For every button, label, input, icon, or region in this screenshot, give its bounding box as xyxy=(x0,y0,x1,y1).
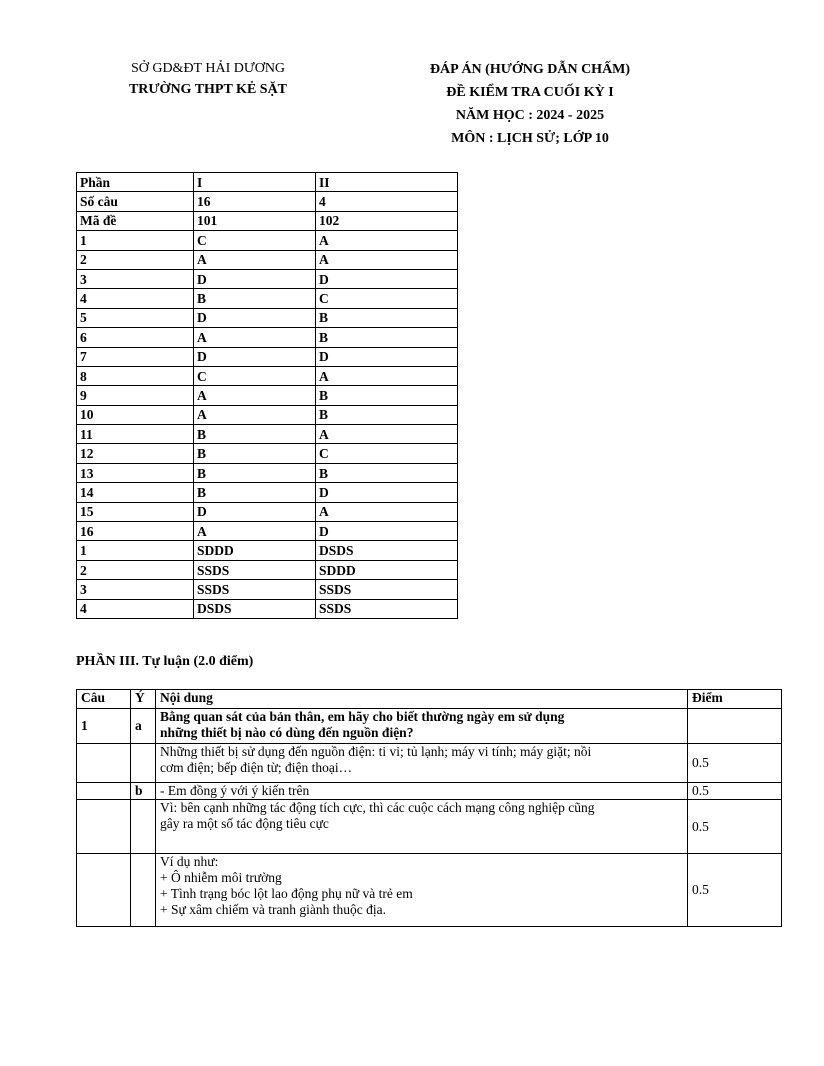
answer-row xyxy=(77,463,458,482)
question-line: những thiết bị nào có dùng đến nguồn điện? xyxy=(160,725,414,740)
answer-line: gây ra một số tác động tiêu cực xyxy=(160,816,329,831)
answer-cell: D xyxy=(194,269,316,288)
answer-row xyxy=(77,405,458,424)
answer-row xyxy=(77,425,458,444)
answer-row-label: 5 xyxy=(77,308,194,327)
answer-cell: B xyxy=(194,289,316,308)
header-cau: Câu xyxy=(77,690,131,709)
question-text xyxy=(156,709,688,744)
essay-row xyxy=(77,709,782,744)
answer-row xyxy=(77,289,458,308)
empty-cell xyxy=(77,783,131,800)
empty-cell xyxy=(131,800,156,854)
cau-number: 1 xyxy=(77,709,131,744)
answer-cell: A xyxy=(316,425,458,444)
answer-cell: D xyxy=(194,308,316,327)
school-header xyxy=(88,58,328,100)
answer-cell: B xyxy=(316,405,458,424)
y-label: a xyxy=(131,709,156,744)
answer-cell: B xyxy=(194,483,316,502)
score: 0.5 xyxy=(688,800,782,854)
answer-cell: SSDS xyxy=(194,580,316,599)
empty-cell xyxy=(77,854,131,927)
answer-row xyxy=(77,444,458,463)
answer-row xyxy=(77,328,458,347)
answer-cell: I xyxy=(194,173,316,192)
empty-cell xyxy=(688,709,782,744)
answer-cell: B xyxy=(316,328,458,347)
answer-cell: A xyxy=(316,250,458,269)
answer-line: Vì: bên cạnh những tác động tích cực, thì các cuộc cách mạng công nghiệp cũng xyxy=(160,800,595,815)
answer-cell: A xyxy=(194,522,316,541)
answer-cell: B xyxy=(194,463,316,482)
answer-row xyxy=(77,386,458,405)
header-y: Ý xyxy=(131,690,156,709)
answer-row-label: Mã đề xyxy=(77,211,194,230)
part3-heading: PHẦN III. Tự luận (2.0 điểm) xyxy=(76,654,254,669)
answer-row xyxy=(77,192,458,211)
answer-cell: A xyxy=(194,250,316,269)
empty-cell xyxy=(77,800,131,854)
answer-row-label: Số câu xyxy=(77,192,194,211)
answer-row-label: 12 xyxy=(77,444,194,463)
answer-row xyxy=(77,231,458,250)
y-label: b xyxy=(131,783,156,800)
answer-row-label: 14 xyxy=(77,483,194,502)
answer-line: Những thiết bị sử dụng đến nguồn điện: ti vi; tủ lạnh; máy vi tính; máy giặt; nồi xyxy=(160,744,592,759)
answer-row xyxy=(77,560,458,579)
answer-text xyxy=(156,800,688,854)
essay-row xyxy=(77,783,782,800)
answer-cell: 102 xyxy=(316,211,458,230)
school-name: TRƯỜNG THPT KẺ SẶT xyxy=(128,82,288,97)
document-title: ĐÁP ÁN (HƯỚNG DẪN CHẤM) xyxy=(429,62,631,77)
answer-cell: A xyxy=(194,405,316,424)
essay-row xyxy=(77,744,782,783)
answer-text: - Em đồng ý với ý kiến trên xyxy=(156,783,688,800)
answer-row xyxy=(77,580,458,599)
document-title-block xyxy=(395,58,665,150)
answer-cell: C xyxy=(194,231,316,250)
empty-cell xyxy=(131,744,156,783)
answer-cell: A xyxy=(194,328,316,347)
answer-cell: SDDD xyxy=(194,541,316,560)
answer-row-label: 10 xyxy=(77,405,194,424)
answer-cell: 16 xyxy=(194,192,316,211)
answer-row xyxy=(77,522,458,541)
answer-cell: 101 xyxy=(194,211,316,230)
answer-row-label: 6 xyxy=(77,328,194,347)
answer-cell: DSDS xyxy=(194,599,316,618)
subject-grade: MÔN : LỊCH SỬ; LỚP 10 xyxy=(451,131,609,146)
answer-cell: D xyxy=(316,269,458,288)
answer-row xyxy=(77,502,458,521)
school-year: NĂM HỌC : 2024 - 2025 xyxy=(455,108,605,123)
score: 0.5 xyxy=(688,854,782,927)
essay-header-row xyxy=(77,690,782,709)
answer-cell: D xyxy=(316,522,458,541)
department-name: SỞ GD&ĐT HẢI DƯƠNG xyxy=(130,61,286,76)
answer-row xyxy=(77,269,458,288)
answer-text xyxy=(156,744,688,783)
answer-cell: B xyxy=(194,444,316,463)
question-line: Bằng quan sát của bản thân, em hãy cho biết thường ngày em sử dụng xyxy=(160,709,565,724)
answer-line: cơm điện; bếp điện từ; điện thoại… xyxy=(160,760,353,775)
answer-row-label: 11 xyxy=(77,425,194,444)
answer-row-label: 13 xyxy=(77,463,194,482)
answer-row-label: 2 xyxy=(77,250,194,269)
answer-cell: SSDS xyxy=(194,560,316,579)
answer-line: + Ô nhiễm môi trường xyxy=(160,870,282,885)
answer-row-label: 7 xyxy=(77,347,194,366)
answer-row xyxy=(77,541,458,560)
answer-line: Ví dụ như: xyxy=(160,854,219,869)
answer-row-label: 1 xyxy=(77,231,194,250)
answer-cell: A xyxy=(316,231,458,250)
score: 0.5 xyxy=(688,744,782,783)
answer-row xyxy=(77,250,458,269)
answer-row-label: 15 xyxy=(77,502,194,521)
answer-cell: SSDS xyxy=(316,580,458,599)
answer-row xyxy=(77,173,458,192)
answer-cell: A xyxy=(316,502,458,521)
answer-row-label: 8 xyxy=(77,366,194,385)
answer-cell: C xyxy=(194,366,316,385)
answer-key-table xyxy=(76,172,458,619)
answer-cell: 4 xyxy=(316,192,458,211)
answer-row xyxy=(77,366,458,385)
answer-cell: D xyxy=(194,347,316,366)
answer-cell: D xyxy=(194,502,316,521)
answer-row-label: 2 xyxy=(77,560,194,579)
answer-row xyxy=(77,483,458,502)
answer-row-label: 1 xyxy=(77,541,194,560)
answer-row-label: 3 xyxy=(77,269,194,288)
answer-cell: B xyxy=(194,425,316,444)
answer-row-label: Phần xyxy=(77,173,194,192)
answer-cell: II xyxy=(316,173,458,192)
answer-line: + Tình trạng bóc lột lao động phụ nữ và trẻ em xyxy=(160,886,413,901)
answer-row xyxy=(77,211,458,230)
answer-cell: C xyxy=(316,444,458,463)
answer-line: + Sự xâm chiếm và tranh giành thuộc địa. xyxy=(160,902,386,917)
answer-cell: DSDS xyxy=(316,541,458,560)
answer-cell: A xyxy=(316,366,458,385)
essay-row xyxy=(77,800,782,854)
essay-row xyxy=(77,854,782,927)
answer-cell: SDDD xyxy=(316,560,458,579)
essay-grading-table xyxy=(76,689,782,927)
answer-row xyxy=(77,347,458,366)
answer-row xyxy=(77,599,458,618)
answer-cell: D xyxy=(316,347,458,366)
header-diem: Điểm xyxy=(688,690,782,709)
answer-row-label: 4 xyxy=(77,289,194,308)
header-noi-dung: Nội dung xyxy=(156,690,688,709)
answer-cell: A xyxy=(194,386,316,405)
answer-row-label: 9 xyxy=(77,386,194,405)
answer-key-body xyxy=(77,173,458,619)
answer-cell: B xyxy=(316,386,458,405)
answer-row-label: 4 xyxy=(77,599,194,618)
answer-cell: C xyxy=(316,289,458,308)
answer-text xyxy=(156,854,688,927)
score: 0.5 xyxy=(688,783,782,800)
answer-row-label: 3 xyxy=(77,580,194,599)
answer-cell: B xyxy=(316,308,458,327)
empty-cell xyxy=(77,744,131,783)
answer-cell: D xyxy=(316,483,458,502)
answer-row xyxy=(77,308,458,327)
answer-row-label: 16 xyxy=(77,522,194,541)
answer-cell: B xyxy=(316,463,458,482)
answer-cell: SSDS xyxy=(316,599,458,618)
exam-name: ĐỀ KIỂM TRA CUỐI KỲ I xyxy=(446,85,614,100)
empty-cell xyxy=(131,854,156,927)
